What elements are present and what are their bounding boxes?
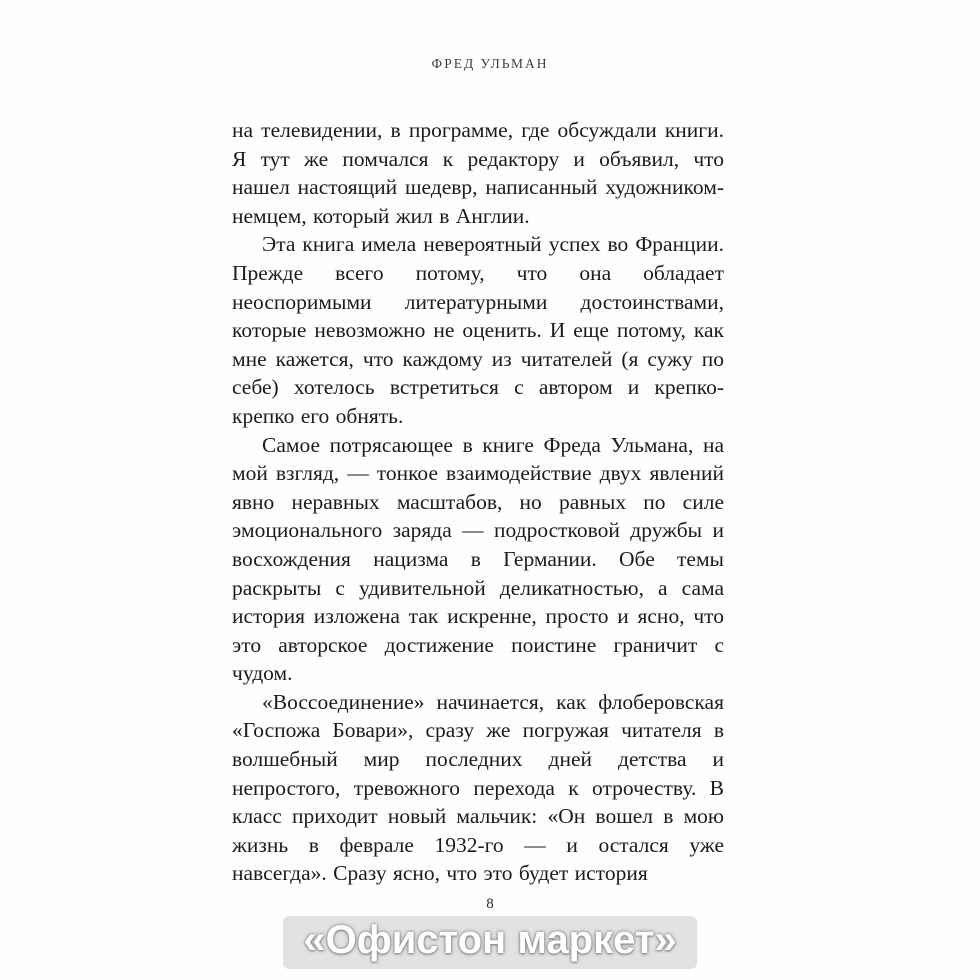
running-header: ФРЕД УЛЬМАН bbox=[431, 56, 549, 71]
body-paragraph-2: Эта книга имела невероятный успех во Франции. Прежде всего потому, что она обладает неоспоримыми литературными достоинствами, которые невозможно не оценить. И еще потому, как мне кажется, что каждому из читателей (я сужу по себе) хотелось встретиться с автором и крепко-крепко его обнять. bbox=[232, 232, 724, 428]
body-paragraph-1: на телевидении, в программе, где обсуждали книги. Я тут же помчался к редактору и объявил, что нашел настоящий шедевр, написанный художником-немцем, который жил в Англии. bbox=[232, 118, 724, 228]
watermark-band bbox=[283, 916, 696, 969]
page-number: 8 bbox=[486, 896, 494, 912]
watermark-banner bbox=[0, 914, 980, 970]
text-block bbox=[232, 116, 724, 888]
body-paragraph-4: «Воссоединение» начинается, как флоберовская «Госпожа Бовари», сразу же погружая читателя в волшебный мир последних дней детства и непростого, тревожного перехода к отрочеству. В класс приходит новый мальчик: «Он вошел в мою жизнь в феврале 1932-го — и остался уже навсегда». Сразу ясно, что это будет история bbox=[232, 689, 724, 886]
body-paragraph-3: Самое потрясающее в книге Фреда Ульмана, на мой взгляд, — тонкое взаимодействие двух явлений явно неравных масштабов, но равных по силе эмоционального заряда — подростковой дружбы и восхождения нацизма в Германии. Обе темы раскрыты с удивительной деликатностью, а сама история изложена так искренне, просто и ясно, что это авторское достижение поистине граничит с чудом. bbox=[232, 432, 724, 686]
watermark-text: «Офистон маркет» bbox=[303, 917, 677, 962]
